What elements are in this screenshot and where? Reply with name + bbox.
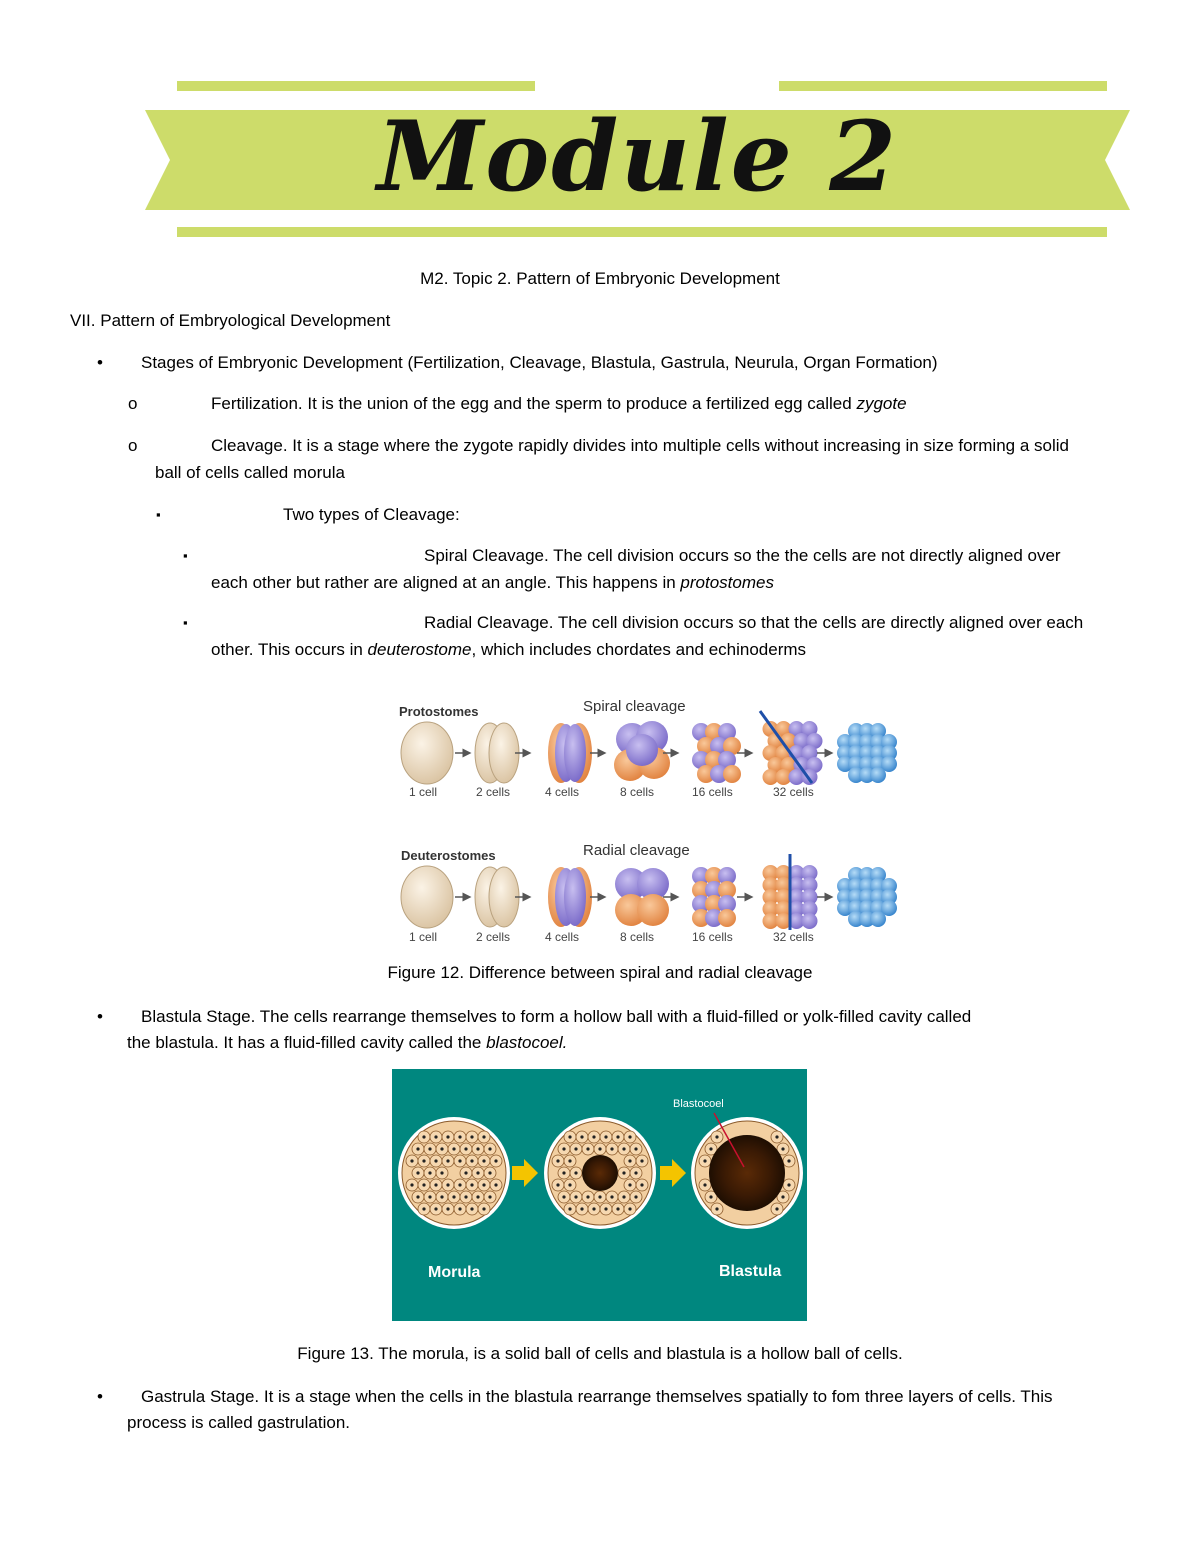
blastula-nucleus xyxy=(715,1207,718,1210)
blastula-cavity xyxy=(709,1135,785,1211)
intermediate-nucleus xyxy=(628,1183,631,1186)
morula-nucleus xyxy=(416,1171,419,1174)
gastrula-line2: process is called gastrulation. xyxy=(127,1413,351,1432)
blastula-nucleus xyxy=(703,1159,706,1162)
blastomere-8 xyxy=(637,894,669,926)
topic-heading: M2. Topic 2. Pattern of Embryonic Development xyxy=(420,269,780,288)
morula-nucleus xyxy=(458,1135,461,1138)
fig12-stage-label: 2 cells xyxy=(476,785,511,799)
bullet-disc: • xyxy=(97,353,103,372)
intermediate-nucleus xyxy=(622,1195,625,1198)
cleavage-line1: Cleavage. It is a stage where the zygote rapidly divides into multiple cells without increasing in size forming a solid xyxy=(211,436,1069,455)
blastomere-32 xyxy=(802,913,818,929)
morula-blastula-diagram xyxy=(392,1069,807,1321)
figure-12 xyxy=(385,690,925,950)
module-banner xyxy=(145,78,1130,240)
intermediate-nucleus xyxy=(598,1147,601,1150)
intermediate-nucleus xyxy=(568,1207,571,1210)
spiral-line1: Spiral Cleavage. The cell division occurs so the the cells are not directly aligned over xyxy=(424,546,1061,565)
egg-1-cell xyxy=(401,866,453,928)
intermediate-nucleus xyxy=(562,1195,565,1198)
morula-nucleus xyxy=(464,1147,467,1150)
fertilization-lead: Fertilization. It is the union of the egg and the sperm to produce a fertilized egg called xyxy=(211,394,857,413)
intermediate-nucleus xyxy=(604,1207,607,1210)
morula-nucleus xyxy=(470,1135,473,1138)
intermediate-nucleus xyxy=(622,1147,625,1150)
blastula-nucleus xyxy=(715,1135,718,1138)
intermediate-nucleus xyxy=(568,1135,571,1138)
bullet-circle: o xyxy=(128,436,138,455)
radial-line2-lead: other. This occurs in xyxy=(211,640,368,659)
bullet-circle: o xyxy=(128,394,138,413)
morula-nucleus xyxy=(440,1147,443,1150)
intermediate-nucleus xyxy=(616,1207,619,1210)
spiral-line2-term: protostomes xyxy=(680,573,774,592)
morula-nucleus xyxy=(482,1183,485,1186)
intermediate-nucleus xyxy=(610,1195,613,1198)
radial-line2 xyxy=(211,637,806,663)
fig12-title-spiral: Spiral cleavage xyxy=(583,698,686,715)
radial-line2-tail: , which includes chordates and echinoderms xyxy=(471,640,807,659)
bullet-square: ▪ xyxy=(183,615,188,630)
morula-nucleus xyxy=(458,1207,461,1210)
intermediate-nucleus xyxy=(640,1183,643,1186)
fig12-stage-label: 32 cells xyxy=(773,785,814,799)
morula-nucleus xyxy=(470,1159,473,1162)
blastula-nucleus xyxy=(709,1195,712,1198)
fig12-stage-label: 8 cells xyxy=(620,930,655,944)
cleavage-diagram xyxy=(385,690,925,950)
intermediate-nucleus xyxy=(592,1207,595,1210)
label-morula: Morula xyxy=(428,1264,481,1281)
bullet-disc: • xyxy=(97,1387,103,1406)
morula-nucleus xyxy=(434,1159,437,1162)
intermediate-nucleus xyxy=(604,1135,607,1138)
label-blastocoel: Blastocoel xyxy=(673,1098,724,1110)
intermediate-nucleus xyxy=(580,1135,583,1138)
morula-nucleus xyxy=(446,1135,449,1138)
intermediate-nucleus xyxy=(580,1207,583,1210)
radial-line1: Radial Cleavage. The cell division occurs so that the cells are directly aligned over each xyxy=(424,613,1084,632)
blastula-line2 xyxy=(127,1030,567,1056)
cleavage-line2: ball of cells called morula xyxy=(155,463,345,482)
intermediate-cavity xyxy=(582,1155,618,1191)
blastula-nucleus xyxy=(781,1195,784,1198)
intermediate-nucleus xyxy=(562,1147,565,1150)
morula-nucleus xyxy=(446,1207,449,1210)
egg-2-cells-half xyxy=(489,867,519,927)
morula-nucleus xyxy=(440,1195,443,1198)
intermediate-nucleus xyxy=(628,1159,631,1162)
fig12-stage-label: 16 cells xyxy=(692,930,733,944)
bullet-square: ▪ xyxy=(183,548,188,563)
morula-cell xyxy=(870,767,886,783)
spiral-line2 xyxy=(211,570,774,596)
morula-nucleus xyxy=(410,1183,413,1186)
intermediate-nucleus xyxy=(610,1147,613,1150)
morula-nucleus xyxy=(440,1171,443,1174)
morula-nucleus xyxy=(446,1159,449,1162)
egg-1-cell xyxy=(401,722,453,784)
fig12-stage-label: 1 cell xyxy=(409,785,438,799)
blastomere-16 xyxy=(718,909,736,927)
intermediate-nucleus xyxy=(628,1135,631,1138)
blastomere-4 xyxy=(564,868,586,926)
figure-13-caption: Figure 13. The morula, is a solid ball of cells and blastula is a hollow ball of cells. xyxy=(297,1344,903,1363)
intermediate-nucleus xyxy=(622,1171,625,1174)
intermediate-nucleus xyxy=(562,1171,565,1174)
blastula-nucleus xyxy=(709,1147,712,1150)
morula-nucleus xyxy=(422,1159,425,1162)
intermediate-nucleus xyxy=(574,1195,577,1198)
morula-nucleus xyxy=(476,1147,479,1150)
fig12-title-radial: Radial cleavage xyxy=(583,842,690,859)
morula-nucleus xyxy=(422,1183,425,1186)
blastula-nucleus xyxy=(775,1135,778,1138)
fig12-stage-label: 16 cells xyxy=(692,785,733,799)
blastomere-4 xyxy=(564,724,586,782)
fertilization-text xyxy=(211,391,907,417)
blastula-nucleus xyxy=(787,1183,790,1186)
intermediate-nucleus xyxy=(574,1171,577,1174)
section-heading: VII. Pattern of Embryological Development xyxy=(70,311,391,330)
morula-nucleus xyxy=(428,1147,431,1150)
morula-nucleus xyxy=(410,1159,413,1162)
fig12-stage-label: 1 cell xyxy=(409,930,438,944)
bullet-square: ▪ xyxy=(156,507,161,522)
egg-2-cells-half xyxy=(489,723,519,783)
fig12-stage-label: 2 cells xyxy=(476,930,511,944)
banner-top-left-stripe xyxy=(177,81,535,91)
morula-nucleus xyxy=(452,1195,455,1198)
morula-nucleus xyxy=(488,1171,491,1174)
morula-nucleus xyxy=(482,1135,485,1138)
morula-nucleus xyxy=(488,1147,491,1150)
intermediate-nucleus xyxy=(568,1183,571,1186)
morula-nucleus xyxy=(434,1135,437,1138)
morula-nucleus xyxy=(470,1183,473,1186)
intermediate-nucleus xyxy=(634,1195,637,1198)
banner-top-right-stripe xyxy=(779,81,1107,91)
morula-nucleus xyxy=(422,1135,425,1138)
stages-text: Stages of Embryonic Development (Fertilization, Cleavage, Blastula, Gastrula, Neurula, Organ Formation) xyxy=(141,353,938,372)
morula-nucleus xyxy=(434,1183,437,1186)
blastula-nucleus xyxy=(703,1183,706,1186)
morula-nucleus xyxy=(446,1183,449,1186)
intermediate-nucleus xyxy=(598,1195,601,1198)
figure-13 xyxy=(392,1069,807,1321)
blastula-nucleus xyxy=(781,1147,784,1150)
morula-nucleus xyxy=(428,1195,431,1198)
figure-12-caption: Figure 12. Difference between spiral and radial cleavage xyxy=(387,963,813,982)
blastula-line1: Blastula Stage. The cells rearrange themselves to form a hollow ball with a fluid-filled or yolk-filled cavity called xyxy=(141,1007,972,1026)
intermediate-nucleus xyxy=(568,1159,571,1162)
label-blastula: Blastula xyxy=(719,1263,782,1280)
intermediate-nucleus xyxy=(628,1207,631,1210)
intermediate-nucleus xyxy=(586,1195,589,1198)
cleavage-types-heading: Two types of Cleavage: xyxy=(283,505,460,524)
fig12-group-deuterostomes: Deuterostomes xyxy=(401,848,496,863)
radial-line2-term: deuterostome xyxy=(367,640,472,659)
blastula-line2-lead: the blastula. It has a fluid-filled cavity called the xyxy=(127,1033,487,1052)
morula-nucleus xyxy=(416,1195,419,1198)
morula-nucleus xyxy=(434,1207,437,1210)
blastula-nucleus xyxy=(775,1207,778,1210)
intermediate-nucleus xyxy=(616,1135,619,1138)
banner-title: Module 2 xyxy=(377,100,898,213)
intermediate-nucleus xyxy=(640,1159,643,1162)
intermediate-nucleus xyxy=(556,1183,559,1186)
fertilization-term: zygote xyxy=(856,394,907,413)
morula-nucleus xyxy=(476,1195,479,1198)
morula-nucleus xyxy=(464,1195,467,1198)
morula-nucleus xyxy=(452,1147,455,1150)
morula-nucleus xyxy=(494,1159,497,1162)
fig12-stage-label: 8 cells xyxy=(620,785,655,799)
intermediate-nucleus xyxy=(592,1135,595,1138)
morula-nucleus xyxy=(476,1171,479,1174)
fig12-stage-label: 32 cells xyxy=(773,930,814,944)
morula-nucleus xyxy=(458,1159,461,1162)
intermediate-nucleus xyxy=(586,1147,589,1150)
morula-nucleus xyxy=(458,1183,461,1186)
morula-nucleus xyxy=(494,1183,497,1186)
morula-nucleus xyxy=(482,1159,485,1162)
intermediate-nucleus xyxy=(634,1171,637,1174)
blastula-nucleus xyxy=(787,1159,790,1162)
morula-nucleus xyxy=(416,1147,419,1150)
fig12-group-protostomes: Protostomes xyxy=(399,704,479,719)
intermediate-nucleus xyxy=(634,1147,637,1150)
morula-nucleus xyxy=(470,1207,473,1210)
banner-bottom-stripe xyxy=(177,227,1107,237)
fig12-stage-label: 4 cells xyxy=(545,930,580,944)
intermediate-nucleus xyxy=(574,1147,577,1150)
morula-nucleus xyxy=(422,1207,425,1210)
morula-nucleus xyxy=(464,1171,467,1174)
morula-nucleus xyxy=(488,1195,491,1198)
gastrula-line1: Gastrula Stage. It is a stage when the cells in the blastula rearrange themselves spatially to fom three layers of cells. This xyxy=(141,1387,1053,1406)
intermediate-nucleus xyxy=(556,1159,559,1162)
blastula-line2-term: blastocoel. xyxy=(486,1033,568,1052)
fig12-stage-label: 4 cells xyxy=(545,785,580,799)
morula-cell xyxy=(870,911,886,927)
blastomere-16 xyxy=(723,765,741,783)
spiral-line2-lead: each other but rather are aligned at an angle. This happens in xyxy=(211,573,681,592)
morula-nucleus xyxy=(482,1207,485,1210)
bullet-disc: • xyxy=(97,1007,103,1026)
morula-nucleus xyxy=(428,1171,431,1174)
blastomere-8 xyxy=(626,734,658,766)
